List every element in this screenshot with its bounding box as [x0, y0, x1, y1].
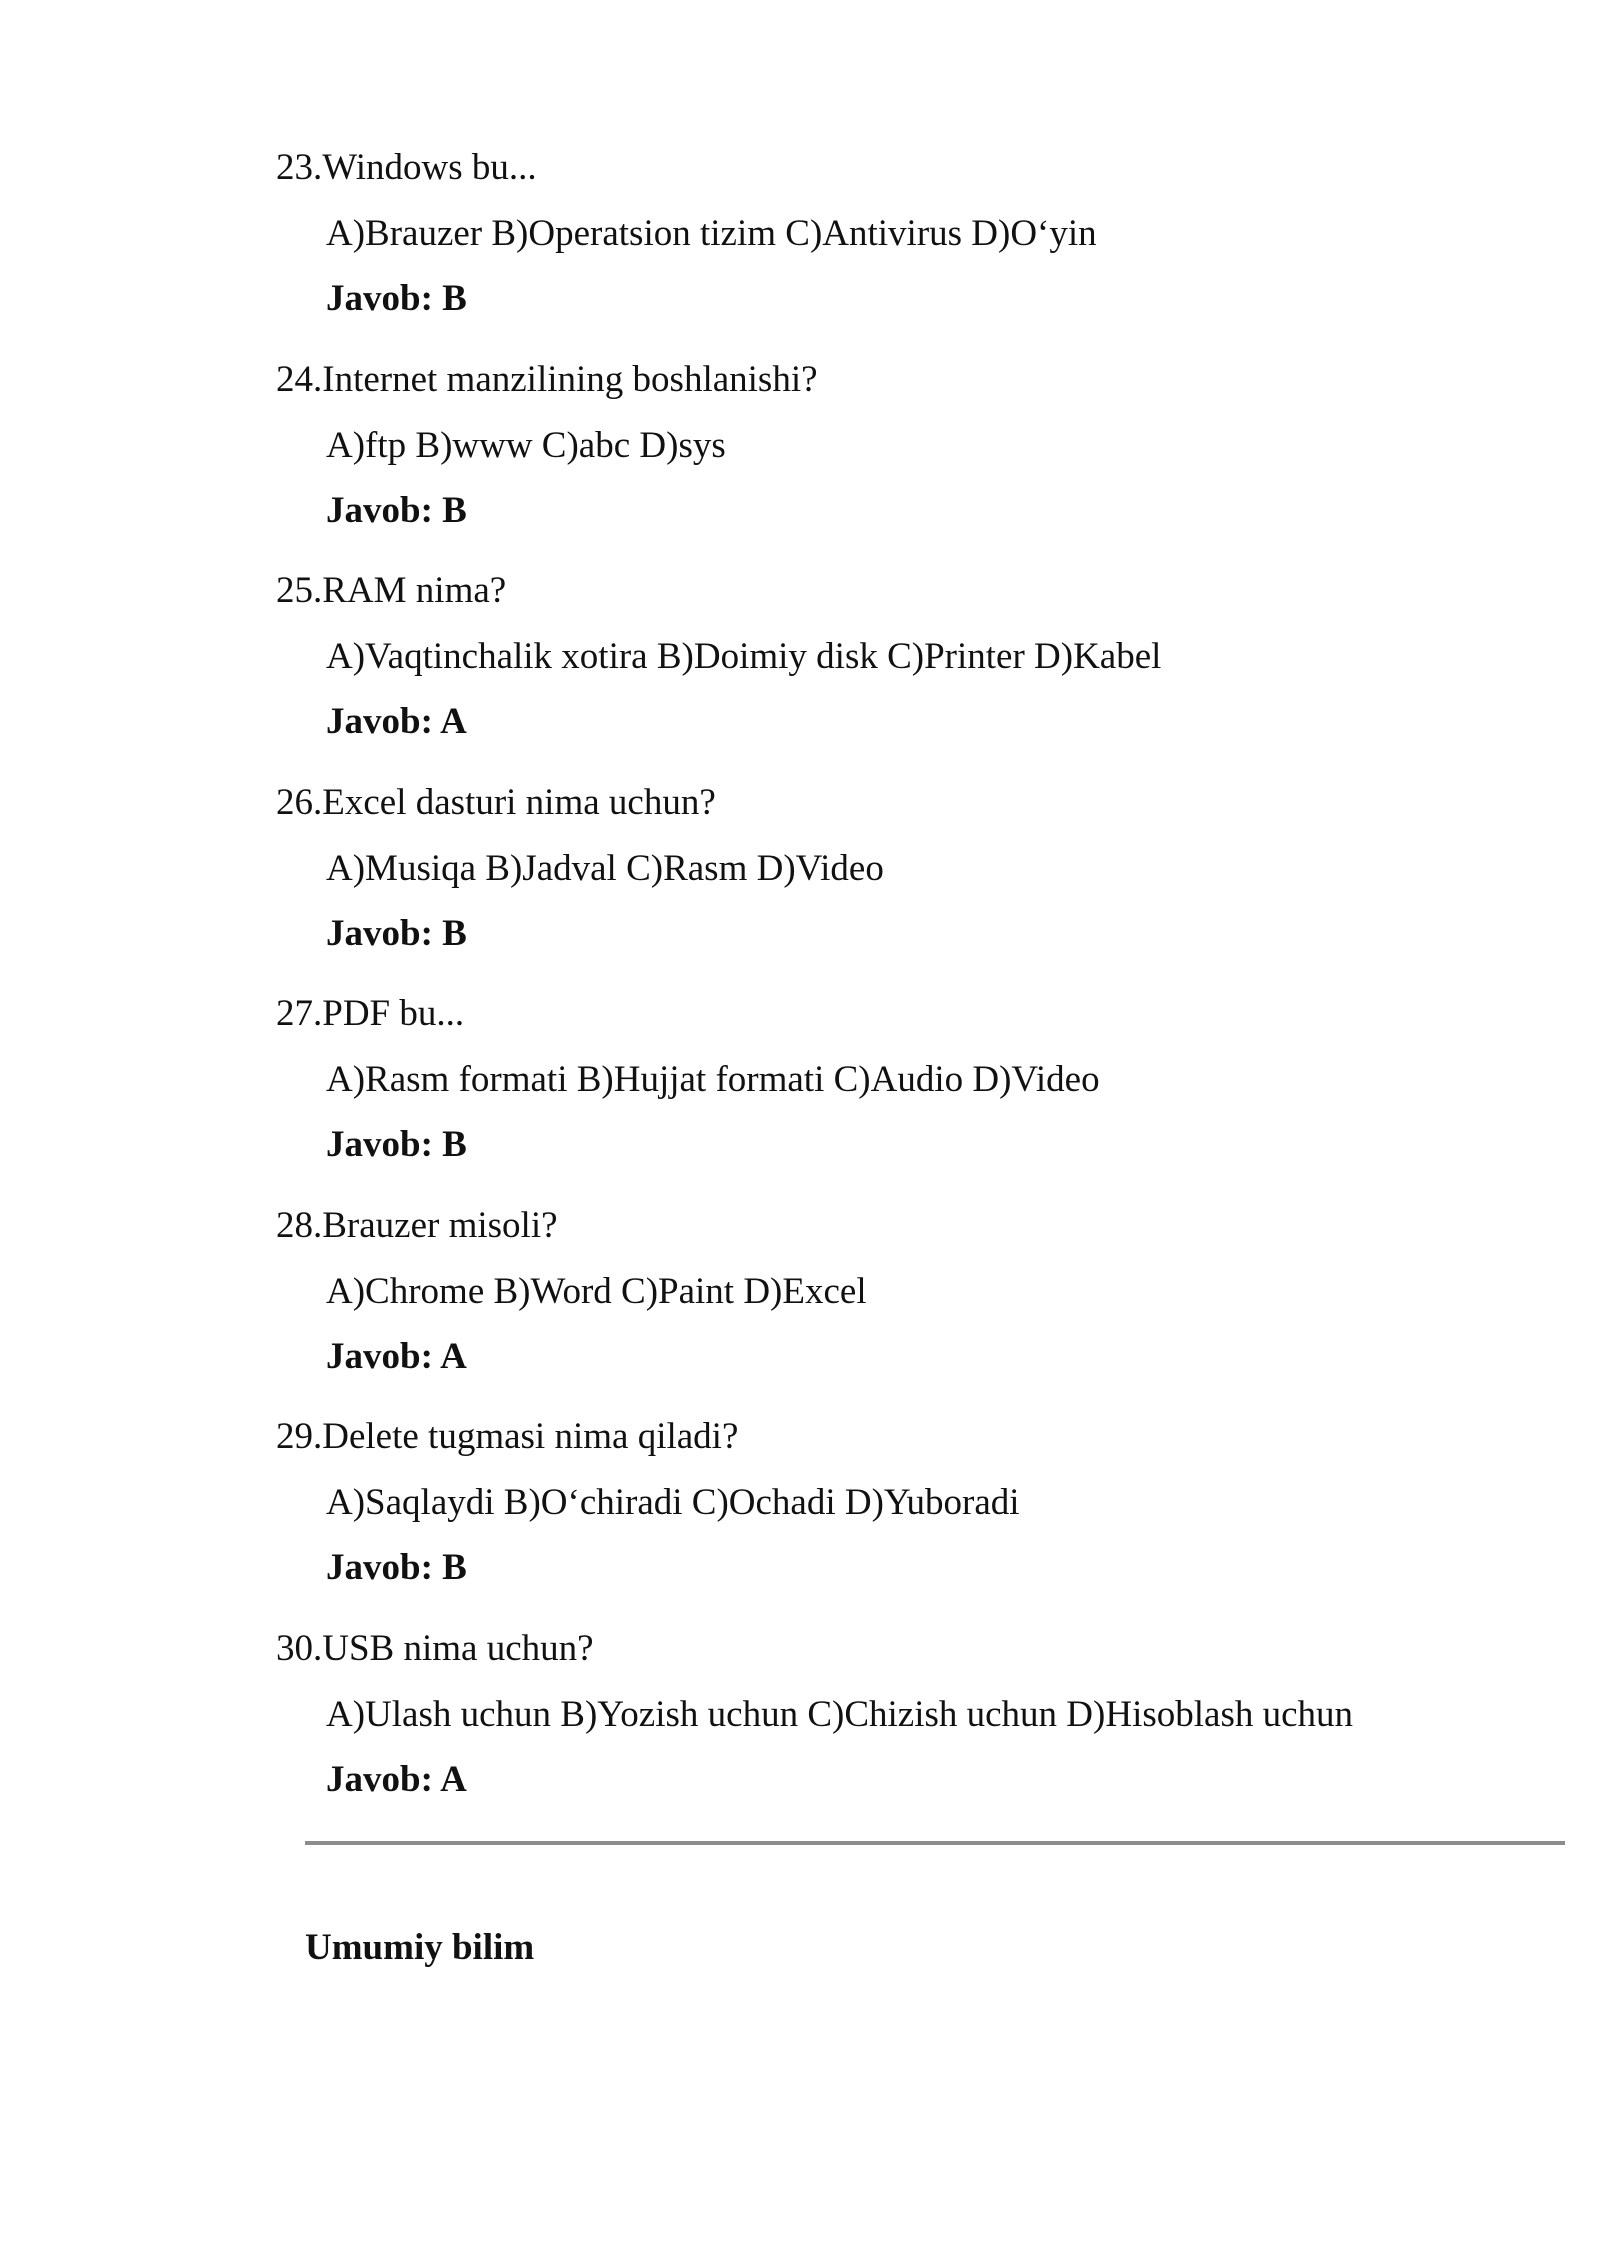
correct-answer: Javob: A [326, 1335, 467, 1377]
question-line [276, 148, 1576, 188]
answer-options: A)Musiqa B)Jadval C)Rasm D)Video [326, 847, 884, 889]
answer-options: A)Chrome B)Word C)Paint D)Excel [326, 1270, 867, 1312]
question-list [276, 148, 1576, 1840]
question-number: 29. [276, 1416, 323, 1457]
answer-options: A)Saqlaydi B)O‘chiradi C)Ochadi D)Yuboradi [326, 1482, 1020, 1523]
answer-options: A)Vaqtinchalik xotira B)Doimiy disk C)Printer D)Kabel [326, 636, 1162, 677]
question-number: 27. [276, 993, 323, 1034]
question-item [276, 783, 1576, 995]
answer-options: A)Rasm formati B)Hujjat formati C)Audio D)Video [326, 1059, 1100, 1100]
answer-options: A)Ulash uchun B)Yozish uchun C)Chizish uchun D)Hisoblash uchun [326, 1693, 1354, 1735]
question-text: RAM nima? [322, 570, 507, 611]
question-number: 24. [276, 358, 323, 400]
correct-answer: Javob: B [326, 1124, 467, 1165]
question-line [276, 1206, 1576, 1246]
question-line [276, 571, 1576, 611]
correct-answer: Javob: B [326, 278, 467, 319]
question-number: 30. [276, 1627, 323, 1669]
question-item [276, 1417, 1576, 1629]
answer-options: A)ftp B)www C)abc D)sys [326, 424, 726, 466]
question-number: 25. [276, 570, 323, 611]
horizontal-rule [305, 1841, 1565, 1845]
question-number: 26. [276, 781, 323, 823]
question-item [276, 1206, 1576, 1418]
answer-options: A)Brauzer B)Operatsion tizim C)Antivirus D)O‘yin [326, 213, 1097, 254]
question-item [276, 994, 1576, 1206]
correct-answer: Javob: A [326, 701, 467, 742]
correct-answer: Javob: B [326, 912, 467, 954]
question-line [276, 1417, 1576, 1457]
question-number: 23. [276, 147, 323, 188]
question-text: Windows bu... [322, 147, 537, 188]
question-item [276, 571, 1576, 783]
question-line [276, 1629, 1576, 1669]
question-text: USB nima uchun? [322, 1627, 594, 1669]
question-text: Excel dasturi nima uchun? [322, 781, 716, 823]
question-text: PDF bu... [322, 993, 465, 1034]
question-line [276, 360, 1576, 400]
question-number: 28. [276, 1204, 323, 1246]
question-item [276, 148, 1576, 360]
correct-answer: Javob: B [326, 489, 467, 531]
question-line [276, 783, 1576, 823]
correct-answer: Javob: B [326, 1547, 467, 1588]
question-item [276, 1629, 1576, 1841]
question-text: Internet manzilining boshlanishi? [322, 358, 818, 400]
question-text: Brauzer misoli? [322, 1204, 558, 1246]
question-item [276, 360, 1576, 572]
section-heading: Umumiy bilim [305, 1927, 535, 1968]
question-line [276, 994, 1576, 1034]
question-text: Delete tugmasi nima qiladi? [322, 1416, 739, 1457]
correct-answer: Javob: A [326, 1758, 467, 1800]
